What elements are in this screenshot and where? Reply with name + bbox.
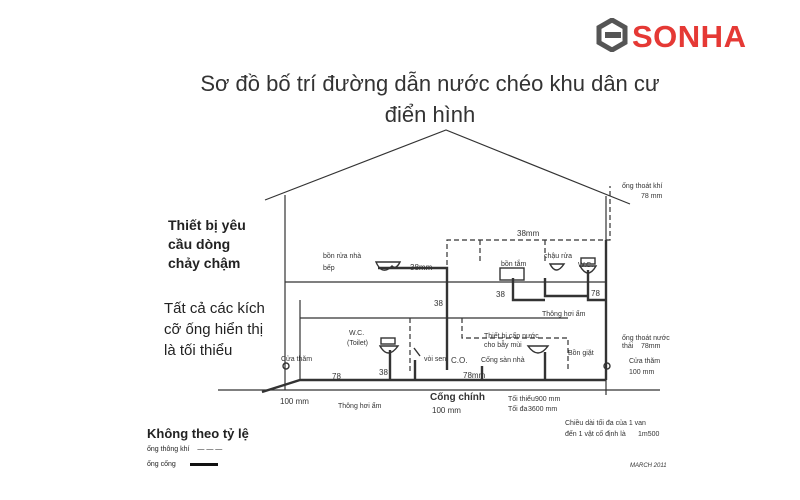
wc-upper-label: W.C. xyxy=(578,262,594,269)
max-len-note-1: Chiều dài tối đa của 1 van xyxy=(565,420,646,427)
legend-sewer-label: ống cống xyxy=(147,461,176,468)
min-size-line-1: Tất cả các kích xyxy=(164,300,265,317)
title-line-2: điển hình xyxy=(384,102,476,127)
kitchen-size-label: 38mm xyxy=(410,263,433,272)
vent-stack-size: 78 mm xyxy=(641,193,663,200)
waste-stack-label-1: ống thoát nước xyxy=(622,335,670,342)
date-label: MARCH 2011 xyxy=(630,463,667,469)
bathtub-label: bồn tắm xyxy=(501,261,527,268)
floor-drain-device-1: Thiết bị cấp nước xyxy=(484,333,539,340)
size-38-mid: 38 xyxy=(434,299,443,308)
waste-stack-size: 78mm xyxy=(641,343,661,350)
basin-label: chậu rửa xyxy=(544,253,573,260)
slow-flow-line-1: Thiết bị yêu xyxy=(168,217,246,233)
slow-flow-line-2: cầu dòng xyxy=(168,236,231,252)
size-38-tub: 38 xyxy=(496,290,505,299)
laundry-label: Bồn giặt xyxy=(568,350,594,357)
wc-lower-tank xyxy=(381,338,395,344)
size-38-lower: 38 xyxy=(379,368,388,377)
wc-lower-label-2: (Toilet) xyxy=(347,340,369,347)
wet-vent-upper-label: Thông hơi ẩm xyxy=(542,311,586,318)
floor-drain-device-2: cho bẫy mùi xyxy=(484,342,522,349)
min-size-line-3: là tối thiểu xyxy=(164,342,233,359)
main-sewer-label: Cống chính xyxy=(430,392,485,403)
wet-vent-lower-label: Thông hơi ẩm xyxy=(338,403,382,410)
min-len-label: Tối thiểu xyxy=(508,396,535,403)
legend-vent-text: ống thông khí xyxy=(147,446,190,453)
size-78-lower: 78 xyxy=(332,372,341,381)
co-label: C.O. xyxy=(451,356,468,365)
cleanout-left-marker xyxy=(283,363,289,369)
floor-drain-label: Cống sàn nhà xyxy=(481,357,525,364)
slow-flow-line-3: chảy chậm xyxy=(168,255,241,271)
wc-lower-label-1: W.C. xyxy=(349,330,365,337)
max-len-label: Tối đa xyxy=(508,406,528,413)
min-size-line-2: cỡ ống hiển thị xyxy=(164,321,264,338)
cleanout-right-size: 100 mm xyxy=(629,369,655,376)
main-size-left-label: 100 mm xyxy=(280,397,309,406)
laundry-fixture xyxy=(528,346,548,353)
brand-name: SONHA xyxy=(632,19,747,54)
max-len-value: 3600 mm xyxy=(528,406,558,413)
legend-vent-dash: — — — xyxy=(197,446,223,453)
legend-title: Không theo tỷ lệ xyxy=(147,426,249,441)
size-78mm-lower: 78mm xyxy=(463,371,486,380)
legend-sewer-swatch xyxy=(190,463,218,466)
max-len-note-value: 1m500 xyxy=(638,431,660,438)
cleanout-right-label: Cửa thăm xyxy=(629,358,661,365)
basin-fixture xyxy=(550,264,564,270)
min-len-value: 900 mm xyxy=(535,396,561,403)
max-len-note-2: đến 1 vật cố định là xyxy=(565,431,626,438)
top-size-label: 38mm xyxy=(517,229,540,238)
cleanout-left-label: Cửa thăm xyxy=(281,356,313,363)
title-line-1: Sơ đồ bố trí đường dẫn nước chéo khu dân cư xyxy=(200,71,660,96)
shower-label: vòi sen xyxy=(424,356,447,363)
size-78-upper: 78 xyxy=(591,289,600,298)
main-size-label: 100 mm xyxy=(432,406,461,415)
kitchen-sink-label-2: bếp xyxy=(323,265,335,272)
shower-fixture xyxy=(414,348,420,356)
waste-stack-label-2: thải xyxy=(622,343,634,350)
roof-outline xyxy=(265,130,630,204)
vent-stack-label: ống thoát khí xyxy=(622,183,663,190)
kitchen-sink-label-1: bồn rửa nhà xyxy=(323,253,362,260)
